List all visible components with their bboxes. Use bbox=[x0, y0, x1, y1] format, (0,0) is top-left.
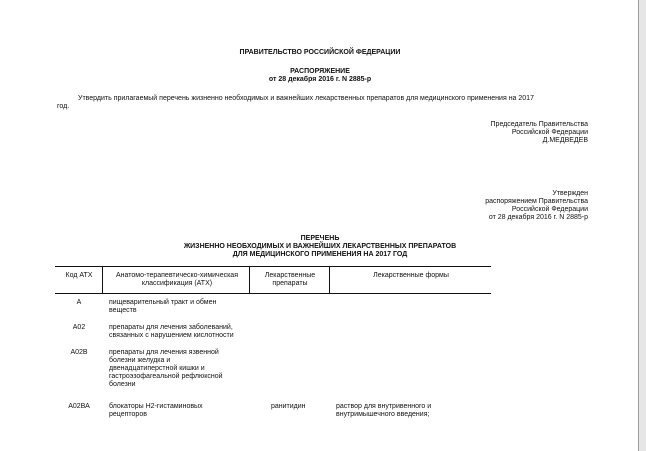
row-4-class-line-2: рецепторов bbox=[109, 411, 147, 418]
row-4-drug: ранитидин bbox=[271, 403, 306, 410]
table-top-rule bbox=[55, 266, 491, 267]
approval-line-2: распоряжением Правительства bbox=[485, 198, 588, 205]
header-class-line-1: Анатомо-терапевтическо-химическая bbox=[116, 272, 238, 279]
government-header: ПРАВИТЕЛЬСТВО РОССИЙСКОЙ ФЕДЕРАЦИИ bbox=[239, 49, 401, 56]
row-1-code: А bbox=[76, 299, 82, 306]
header-drugs-line-1: Лекарственные bbox=[264, 272, 316, 279]
header-divider-3 bbox=[329, 266, 330, 293]
signature-title-line-2: Российской Федерации bbox=[511, 129, 588, 136]
row-3-class-line-5: болезни bbox=[109, 381, 136, 388]
viewer-background bbox=[639, 0, 646, 451]
approval-line-1: Утвержден bbox=[552, 190, 588, 197]
row-3-class-line-1: препараты для лечения язвенной bbox=[109, 349, 219, 356]
row-4-code: А02ВА bbox=[68, 403, 90, 410]
order-body-line-1: Утвердить прилагаемый перечень жизненно необходимых и важнейших лекарственных препаратов для медицинского применения на 2017 bbox=[78, 95, 534, 102]
header-forms: Лекарственные формы bbox=[373, 272, 449, 279]
header-divider-2 bbox=[249, 266, 250, 293]
row-3-code: А02В bbox=[70, 349, 88, 356]
list-title-line-3: ДЛЯ МЕДИЦИНСКОГО ПРИМЕНЕНИЯ НА 2017 ГОД bbox=[232, 251, 408, 258]
row-1-class-line-2: веществ bbox=[109, 307, 137, 314]
row-2-class-line-2: связанных с нарушением кислотности bbox=[109, 332, 234, 339]
signature-title-line-1: Председатель Правительства bbox=[490, 121, 588, 128]
header-class-line-2: классификация (АТХ) bbox=[141, 280, 213, 287]
list-title-line-1: ПЕРЕЧЕНЬ bbox=[300, 235, 340, 242]
row-2-class-line-1: препараты для лечения заболеваний, bbox=[109, 324, 233, 331]
approval-line-4: от 28 декабря 2016 г. N 2885-р bbox=[488, 214, 588, 221]
row-3-class-line-3: двенадцатиперстной кишки и bbox=[109, 365, 205, 372]
approval-line-3: Российской Федерации bbox=[511, 206, 588, 213]
row-3-class-line-2: болезни желудка и bbox=[109, 357, 171, 364]
order-date: от 28 декабря 2016 г. N 2885-р bbox=[268, 76, 372, 83]
header-code: Код АТХ bbox=[65, 272, 93, 279]
order-title: РАСПОРЯЖЕНИЕ bbox=[290, 68, 350, 75]
row-3-class-line-4: гастроэзофагеальной рефлюксной bbox=[109, 373, 223, 380]
list-title-line-2: ЖИЗНЕННО НЕОБХОДИМЫХ И ВАЖНЕЙШИХ ЛЕКАРСТВЕННЫХ ПРЕПАРАТОВ bbox=[183, 243, 457, 250]
row-4-form-line-2: внутримышечного введения; bbox=[336, 411, 430, 418]
row-1-class-line-1: пищеварительный тракт и обмен bbox=[109, 299, 217, 306]
row-4-form-line-1: раствор для внутривенного и bbox=[336, 403, 432, 410]
signature-name: Д.МЕДВЕДЕВ bbox=[542, 137, 588, 144]
row-4-class-line-1: блокаторы Н2-гистаминовых bbox=[109, 403, 203, 410]
row-2-code: А02 bbox=[72, 324, 86, 331]
header-divider-1 bbox=[102, 266, 103, 293]
order-body-line-2: год. bbox=[57, 103, 70, 110]
header-drugs-line-2: препараты bbox=[272, 280, 308, 287]
table-header-rule bbox=[55, 293, 491, 294]
